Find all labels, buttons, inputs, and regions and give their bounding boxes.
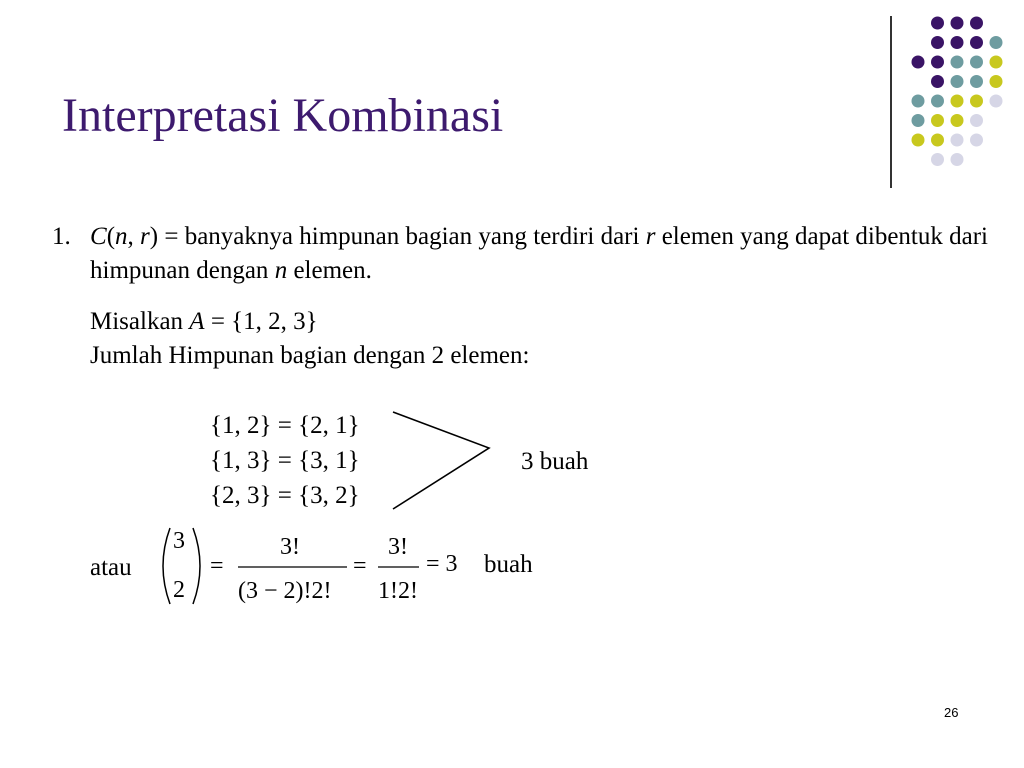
def-r2: r [645, 223, 656, 250]
decorative-dot [931, 75, 944, 88]
binom-right-paren [193, 528, 200, 604]
decorative-dot [970, 17, 983, 30]
binom-top: 3 [173, 528, 185, 554]
decorative-dot [912, 114, 925, 127]
misal-var: A [189, 308, 205, 335]
decorative-dot [970, 36, 983, 49]
decorative-dot [970, 114, 983, 127]
title-divider-line [890, 16, 892, 188]
decorative-dot [931, 134, 944, 147]
equals-2: = [353, 553, 367, 579]
def-n2: n [274, 257, 288, 284]
subset-2: {1, 3} = {3, 1} [210, 447, 360, 474]
decorative-dot [912, 95, 925, 108]
frac1-denominator: (3 − 2)!2! [238, 578, 332, 604]
item-number: 1. [52, 223, 71, 250]
def-text-b: elemen yang dapat dibentuk dari himpunan dengan [90, 223, 989, 284]
def-r: r [140, 223, 150, 250]
misalkan-line [90, 305, 318, 339]
decorative-dot [931, 153, 944, 166]
frac2-numerator: 3! [388, 534, 408, 560]
decorative-dot [970, 75, 983, 88]
decorative-dot [970, 95, 983, 108]
decorative-dot [951, 17, 964, 30]
binom-bottom: 2 [173, 577, 185, 603]
frac2-denominator: 1!2! [378, 578, 418, 604]
subset-3: {2, 3} = {3, 2} [210, 482, 360, 509]
atau-label: atau [90, 554, 132, 581]
frac1-numerator: 3! [280, 534, 300, 560]
decorative-dot [951, 95, 964, 108]
formula-unit: buah [484, 551, 533, 578]
decorative-dot [912, 134, 925, 147]
decorative-dot [970, 134, 983, 147]
formula-result: = 3 [426, 551, 458, 577]
def-n: n [115, 223, 128, 250]
decorative-dot [931, 56, 944, 69]
slide-title: Interpretasi Kombinasi [62, 89, 504, 142]
decorative-dot [990, 36, 1003, 49]
equals-1: = [210, 553, 224, 579]
decorative-dot [912, 56, 925, 69]
decorative-dot [931, 114, 944, 127]
subset-1: {1, 2} = {2, 1} [210, 412, 360, 439]
decorative-dot [990, 95, 1003, 108]
decorative-dot [951, 134, 964, 147]
misal-set: = {1, 2, 3} [204, 308, 318, 335]
decorative-dot [931, 95, 944, 108]
decorative-dot [951, 75, 964, 88]
decorative-dot [990, 75, 1003, 88]
misal-prefix: Misalkan [90, 308, 190, 335]
decorative-dot [970, 56, 983, 69]
definition-paragraph: C(n, r) = banyaknya himpunan bagian yang terdiri dari r elemen yang dapat dibentuk dari himpunan dengan n elemen. [90, 223, 989, 284]
decorative-dot [990, 56, 1003, 69]
def-c: C [90, 223, 107, 250]
page-number: 26 [944, 705, 959, 720]
def-text-c: elemen. [287, 257, 372, 284]
binom-left-paren [163, 528, 170, 604]
decorative-dot [931, 36, 944, 49]
jumlah-line: Jumlah Himpunan bagian dengan 2 elemen: [90, 342, 530, 369]
decorative-dot [951, 36, 964, 49]
decorative-dot [951, 114, 964, 127]
decorative-dot [931, 17, 944, 30]
decorative-dot [951, 56, 964, 69]
decorative-dot [951, 153, 964, 166]
def-text-a: = banyaknya himpunan bagian yang terdiri dari [158, 223, 646, 250]
subset-count: 3 buah [521, 448, 589, 475]
